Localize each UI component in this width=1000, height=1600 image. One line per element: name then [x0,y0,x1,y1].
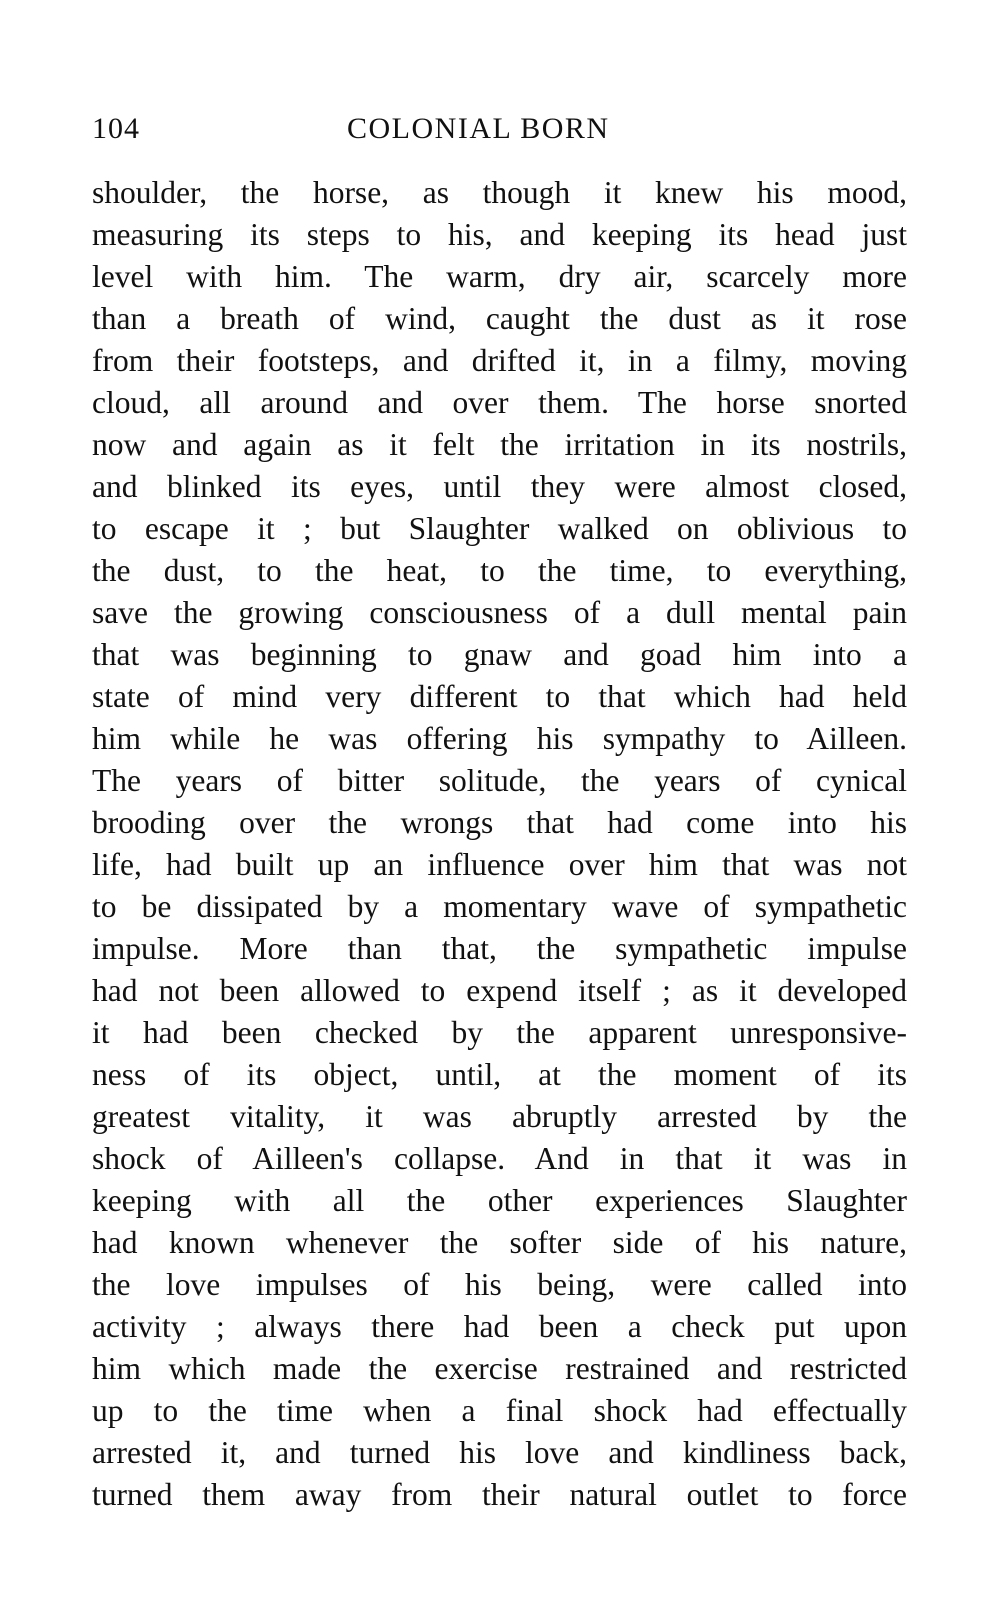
text-line: The years of bitter solitude, the years of cynical [92,763,907,798]
text-line: him which made the exercise restrained and restricted [92,1351,907,1386]
text-line: brooding over the wrongs that had come into his [92,805,907,840]
text-line: the love impulses of his being, were called into [92,1267,907,1302]
text-line: activity ; always there had been a check put upon [92,1309,907,1344]
text-line: cloud, all around and over them. The horse snorted [92,385,907,420]
body-text [92,172,907,1516]
text-line: now and again as it felt the irritation in its nostrils, [92,427,907,462]
text-line: had known whenever the softer side of his nature, [92,1225,907,1260]
text-line: him while he was offering his sympathy to Ailleen. [92,721,907,756]
text-line: to be dissipated by a momentary wave of sympathetic [92,889,907,924]
text-line: greatest vitality, it was abruptly arrested by the [92,1099,907,1134]
text-line: to escape it ; but Slaughter walked on oblivious to [92,511,907,546]
text-line: keeping with all the other experiences Slaughter [92,1183,907,1218]
text-line: state of mind very different to that which had held [92,679,907,714]
text-line: turned them away from their natural outlet to force [92,1477,907,1512]
text-line: it had been checked by the apparent unresponsive- [92,1015,907,1050]
text-line: save the growing consciousness of a dull mental pain [92,595,907,630]
running-title: COLONIAL BORN [347,112,610,145]
running-head [92,112,907,152]
text-line: the dust, to the heat, to the time, to everything, [92,553,907,588]
text-line: had not been allowed to expend itself ; as it developed [92,973,907,1008]
text-line: impulse. More than that, the sympathetic impulse [92,931,907,966]
text-line: shoulder, the horse, as though it knew his mood, [92,175,907,210]
text-line: and blinked its eyes, until they were almost closed, [92,469,907,504]
text-line: measuring its steps to his, and keeping its head just [92,217,907,252]
page-number: 104 [92,112,140,145]
text-line: than a breath of wind, caught the dust as it rose [92,301,907,336]
text-line: life, had built up an influence over him that was not [92,847,907,882]
text-line: shock of Ailleen's collapse. And in that it was in [92,1141,907,1176]
text-line: from their footsteps, and drifted it, in a filmy, moving [92,343,907,378]
text-line: up to the time when a final shock had effectually [92,1393,907,1428]
text-line: level with him. The warm, dry air, scarcely more [92,259,907,294]
text-line: ness of its object, until, at the moment of its [92,1057,907,1092]
text-line: arrested it, and turned his love and kindliness back, [92,1435,907,1470]
text-line: that was beginning to gnaw and goad him into a [92,637,907,672]
